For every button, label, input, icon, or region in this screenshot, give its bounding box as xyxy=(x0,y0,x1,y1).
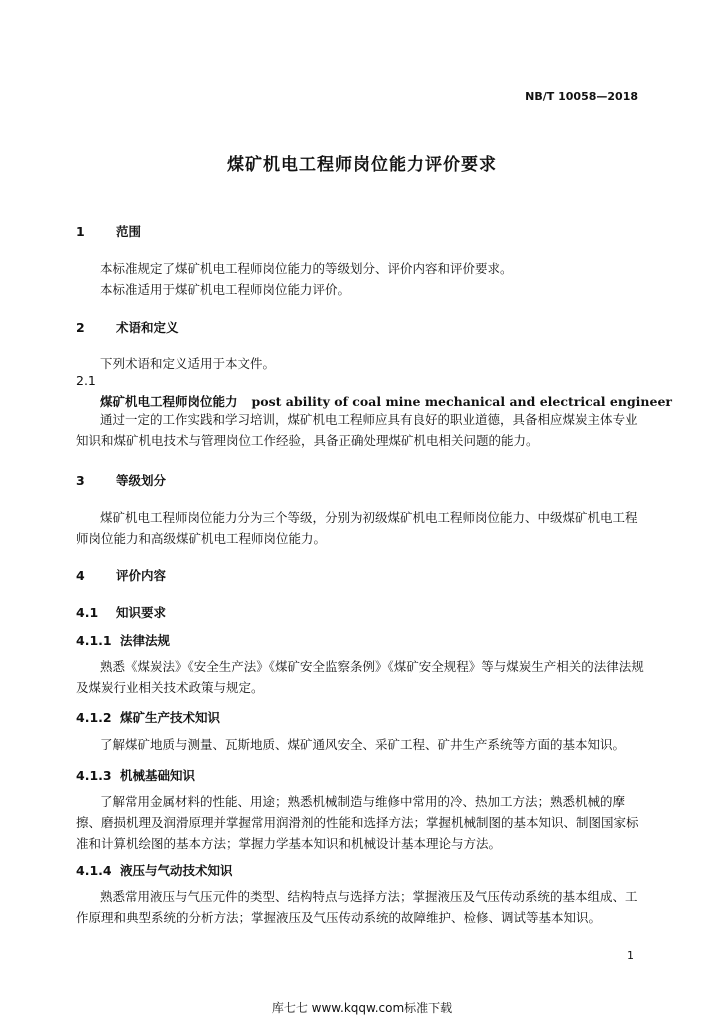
subsection-4-1-1-heading xyxy=(76,631,170,649)
section-title: 知识要求 xyxy=(116,605,167,620)
section-3-heading xyxy=(76,471,166,489)
subsection-4-1-3-heading xyxy=(76,766,195,784)
page-number: 1 xyxy=(627,949,634,962)
paragraph: 熟悉常用液压与气压元件的类型、结构特点与选择方法；掌握液压及气压传动系统的基本组成、工作原理和典型系统的分析方法；掌握液压及气压传动系统的故障维护、检修、调试等基本知识。 xyxy=(76,889,638,925)
section-number: 4.1.4 xyxy=(76,863,112,878)
section-number: 4 xyxy=(76,568,85,583)
term-english: post ability of coal mine mechanical and electrical engineer xyxy=(251,394,673,409)
section-1-heading xyxy=(76,222,141,240)
subsection-4-1-2-heading xyxy=(76,708,220,726)
section-title: 法律法规 xyxy=(120,633,171,648)
section-title: 液压与气动技术知识 xyxy=(120,863,233,878)
term-heading xyxy=(100,392,672,410)
section-title: 煤矿生产技术知识 xyxy=(120,710,221,725)
section-number: 4.1.1 xyxy=(76,633,112,648)
term-number: 2.1 xyxy=(76,373,96,388)
section-number: 4.1 xyxy=(76,605,99,620)
paragraph: 熟悉《煤炭法》《安全生产法》《煤矿安全监察条例》《煤矿安全规程》等与煤炭生产相关的法律法规及煤炭行业相关技术政策与规定。 xyxy=(76,659,644,695)
section-title: 评价内容 xyxy=(116,568,167,583)
paragraph: 煤矿机电工程师岗位能力分为三个等级，分别为初级煤矿机电工程师岗位能力、中级煤矿机电工程师岗位能力和高级煤矿机电工程师岗位能力。 xyxy=(76,510,638,546)
paragraph: 了解煤矿地质与测量、瓦斯地质、煤矿通风安全、采矿工程、矿井生产系统等方面的基本知识。 xyxy=(100,737,626,752)
paragraph: 了解常用金属材料的性能、用途；熟悉机械制造与维修中常用的冷、热加工方法；熟悉机械的摩擦、磨损机理及润滑原理并掌握常用润滑剂的性能和选择方法；掌握机械制图的基本知识、制图国家标准和计算机绘图的基本方法；掌握力学基本知识和机械设计基本理论与方法。 xyxy=(76,794,639,851)
paragraph: 本标准适用于煤矿机电工程师岗位能力评价。 xyxy=(100,282,351,297)
section-title: 术语和定义 xyxy=(116,320,179,335)
section-title: 范围 xyxy=(116,224,142,239)
document-title: 煤矿机电工程师岗位能力评价要求 xyxy=(227,155,497,175)
term-chinese: 煤矿机电工程师岗位能力 xyxy=(100,394,238,409)
section-title: 等级划分 xyxy=(116,473,167,488)
subsection-4-1-4-heading xyxy=(76,861,233,879)
section-title: 机械基础知识 xyxy=(120,768,196,783)
section-number: 4.1.2 xyxy=(76,710,112,725)
section-number: 3 xyxy=(76,473,85,488)
section-2-heading xyxy=(76,318,179,336)
section-4-heading xyxy=(76,566,166,584)
standard-number: NB/T 10058—2018 xyxy=(525,90,638,103)
paragraph: 下列术语和定义适用于本文件。 xyxy=(100,356,276,371)
section-number: 4.1.3 xyxy=(76,768,112,783)
paragraph: 本标准规定了煤矿机电工程师岗位能力的等级划分、评价内容和评价要求。 xyxy=(100,261,513,276)
subsection-4-1-heading xyxy=(76,603,166,621)
section-number: 2 xyxy=(76,320,85,335)
section-number: 1 xyxy=(76,224,85,239)
footer-watermark: 库七七 www.kqqw.com标准下载 xyxy=(271,1001,453,1015)
term-definition: 通过一定的工作实践和学习培训，煤矿机电工程师应具有良好的职业道德，具备相应煤炭主体专业知识和煤矿机电技术与管理岗位工作经验，具备正确处理煤矿机电相关问题的能力。 xyxy=(76,412,638,448)
